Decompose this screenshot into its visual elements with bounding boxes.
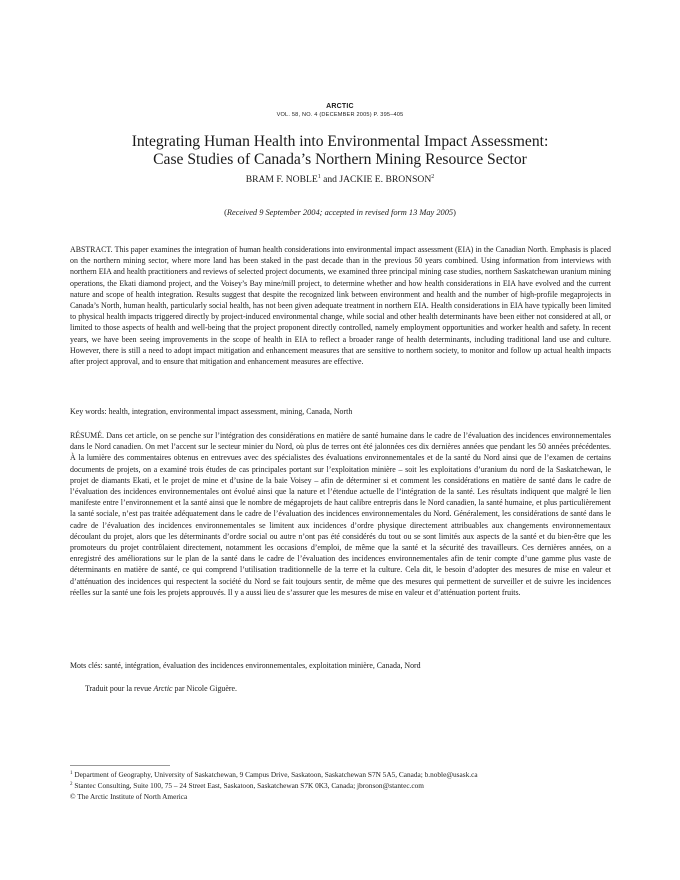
abstract-label: ABSTRACT. <box>70 245 113 254</box>
received-close-paren: ) <box>453 208 456 217</box>
copyright-note <box>70 792 630 802</box>
author-line <box>0 174 680 185</box>
copyright-text: The Arctic Institute of North America <box>77 791 188 801</box>
author-1: BRAM F. NOBLE <box>245 174 318 185</box>
abstract <box>70 244 611 367</box>
footnote-1-text: Department of Geography, University of Saskatchewan, 9 Campus Drive, Saskatoon, Saskatchewan S7N 5A5, Canada; b.noble@usask.ca <box>74 770 478 779</box>
footnotes <box>70 769 630 802</box>
title-line-2: Case Studies of Canada’s Northern Mining Resource Sector <box>153 151 527 168</box>
author-join: and <box>320 174 340 185</box>
resume <box>70 430 611 598</box>
keywords-text: health, integration, environmental impact assessment, mining, Canada, North <box>108 407 353 416</box>
abstract-text: This paper examines the integration of human health considerations into environmental impact assessment (EIA) in the Canadian North. Emphasis is placed on the northern mining sector, where more land has been staked in the past decade than in the previous 50 years combined. Using information from interviews with northern EIA and health practitioners and reviews of selected project documents, we examined three principal mining case studies, northern Saskatchewan uranium mining operations, the Ekati diamond project, and the Voisey’s Bay mine/mill project, to determine whether and how health considerations in EIA have evolved and the current nature and scope of health integration. Results suggest that despite the recognized link between environment and health and the number of high-profile megaprojects in Canada’s North, human health, particularly social health, has not been given adequate treatment in northern EIA. Health considerations in EIA have typically been limited to physical health impacts triggered directly by project-induced environmental change, while social and other health determinants have been either not considered at all, or limited to those aspects of health and well-being that the project proponent directly controlled, namely employment opportunities and worker health and safety. In recent years, we have been seeing improvements in the scope of health in EIA to reflect a broader range of health determinants, including traditional land use and culture. However, there is still a need to adopt impact mitigation and enhancement measures that are sensitive to northern society, to monitor and follow up actual health impacts after project approval, and to ensure that mitigation and enhancement measures are effective. <box>70 245 611 367</box>
footnote-divider <box>70 765 170 766</box>
journal-name: ARCTIC <box>326 103 354 110</box>
article-title <box>60 133 620 169</box>
title-line-1: Integrating Human Health into Environmental Impact Assessment: <box>131 133 549 150</box>
volume-info: VOL. 58, NO. 4 (DECEMBER 2005) P. 395–405 <box>276 112 404 118</box>
received-date: Received 9 September 2004; <box>226 208 325 217</box>
mots-cles-text: santé, intégration, évaluation des incidences environnementales, exploitation minière, Canada, Nord <box>104 661 421 670</box>
translation-prefix: Traduit pour la revue <box>85 684 154 693</box>
footnote-1-mark: 1 <box>70 771 73 776</box>
resume-text: Dans cet article, on se penche sur l’intégration des considérations en matière de santé humaine dans le cadre de l’évaluation des incidences environnementales dans le Nord canadien. On met l’accent sur le secteur minier du Nord, où plus de terres ont été jalonnées ces dix dernières années que pendant les 50 années précédentes. À la lumière des commentaires obtenus en entrevues avec des spécialistes des évaluations environnementales et de la santé du Nord ainsi que de l’examen de certains documents de projets, on a examiné trois études de cas principales portant sur l’exploitation minière – soit les exploitations d’uranium du nord de la Saskatchewan, le projet de diamants Ekati, et le projet de mine et d’usine de la baie Voisey – afin de déterminer si et comment les considérations en matière de santé dans le cadre de l’évaluation des incidences environnementales ont évolué ainsi que la nature et l’étendue actuelle de l’intégration de la santé. Les résultats indiquent que malgré le lien manifeste entre l’environnement et la santé ainsi que le nombre de mégaprojets de haut calibre entrepris dans le Nord canadien, la santé humaine, et plus particulièrement la santé sociale, n’est pas traitée adéquatement dans le cadre de l’évaluation des incidences environnementales du Nord. Généralement, les considérations de santé dans le cadre de l’évaluation des incidences environnementales se limitent aux incidences d’ordre physique directement attribuables aux changements environnementaux découlant du projet, alors que les déterminants d’ordre social ou autre n’ont pas été considérés du tout ou se sont limités aux aspects de la santé et du bien-être que les promoteurs du projet contrôlaient directement, notamment les occasions d’emploi, de même que la santé et la sécurité des travailleurs. Ces dernières années, on a enregistré des améliorations sur le plan de la santé dans le cadre de l’évaluation des incidences environnementales afin de tenir compte d’une gamme plus vaste de déterminants en matière de santé, ce qui comprend l’utilisation traditionnelle de la terre et la culture. Cela dit, le besoin d’adopter des mesures de mise en valeur et d’atténuation des incidences qui respectent la société du Nord se fait toujours sentir, de même que des mesures qui permettent de surveiller et de suivre les incidences réelles sur la santé une fois les projets approuvés. Il y a aussi lieu de s’assurer que les mesures de mise en valeur et d’atténuation portent fruits. <box>70 431 611 597</box>
footnote-1 <box>70 769 630 780</box>
author-2: JACKIE E. BRONSON <box>339 174 432 185</box>
keywords-label: Key words: <box>70 407 107 416</box>
received-open-paren: ( <box>224 208 227 217</box>
author-2-footnote-mark: 2 <box>431 174 435 180</box>
footnote-2-mark: 2 <box>70 782 73 788</box>
keywords <box>70 406 611 417</box>
copyright-symbol: © <box>70 791 76 801</box>
footnote-2 <box>70 780 630 791</box>
resume-label: RÉSUMÉ. <box>70 431 104 440</box>
mots-cles-label: Mots clés: <box>70 661 103 670</box>
accepted-date: accepted in revised form 13 May 2005 <box>324 208 454 217</box>
translation-journal: Arctic <box>153 684 173 693</box>
translation-credit <box>85 683 626 694</box>
mots-cles <box>70 660 611 671</box>
author-1-footnote-mark: 1 <box>317 174 321 180</box>
received-dates <box>0 208 680 217</box>
footnote-2-text: Stantec Consulting, Suite 100, 75 – 24 Street East, Saskatoon, Saskatchewan S7K 0K3, Canada; jbronson@stantec.com <box>74 781 424 791</box>
translation-suffix: par Nicole Giguère. <box>172 684 237 693</box>
